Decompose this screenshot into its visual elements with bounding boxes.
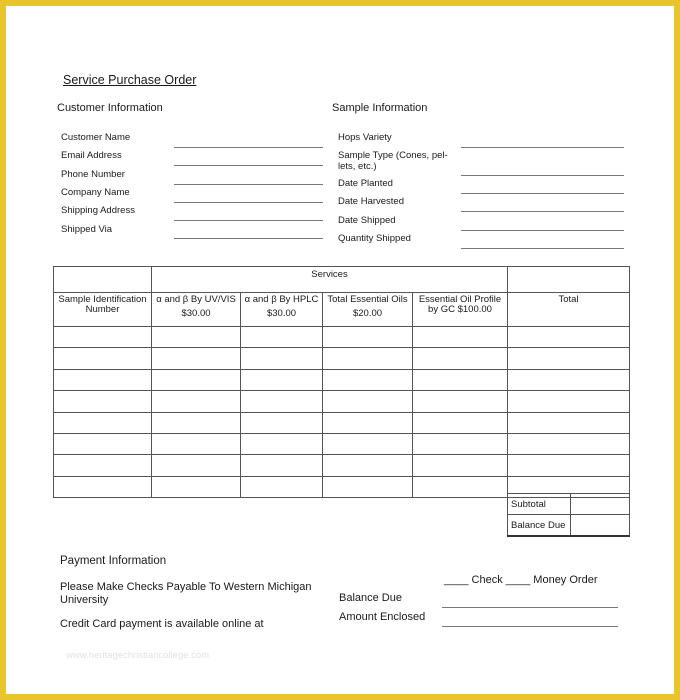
column-label: Total Essential Oils: [327, 294, 408, 305]
phone-number-field[interactable]: [174, 184, 323, 185]
table-cell[interactable]: [413, 327, 508, 348]
quantity-shipped-field[interactable]: [461, 248, 624, 249]
column-label: α and β By HPLC: [244, 294, 319, 305]
table-cell[interactable]: [508, 348, 630, 369]
amount-enclosed-field[interactable]: [442, 626, 618, 627]
table-cell[interactable]: [413, 369, 508, 390]
subtotal-label: Subtotal: [508, 494, 571, 515]
table-cell[interactable]: [413, 476, 508, 497]
table-row: [54, 455, 630, 476]
column-label: α and β By UV/VIS: [156, 294, 236, 305]
date-planted-label: Date Planted: [338, 178, 393, 189]
table-cell[interactable]: [152, 369, 241, 390]
table-cell[interactable]: [241, 327, 323, 348]
table-cell[interactable]: [508, 327, 630, 348]
payment-method-options[interactable]: ____ Check ____ Money Order: [444, 574, 598, 586]
table-row: [54, 391, 630, 412]
amount-enclosed-label: Amount Enclosed: [339, 611, 426, 623]
column-label: Total: [558, 294, 579, 305]
quantity-shipped-label: Quantity Shipped: [338, 233, 411, 244]
table-cell[interactable]: [152, 391, 241, 412]
table-cell[interactable]: [508, 369, 630, 390]
table-cell[interactable]: [323, 348, 413, 369]
customer-info-heading: Customer Information: [57, 102, 163, 114]
company-name-label: Company Name: [61, 187, 130, 198]
table-cell[interactable]: [54, 412, 152, 433]
table-cell[interactable]: [508, 455, 630, 476]
sample-type-field[interactable]: [461, 175, 624, 176]
table-row: [54, 433, 630, 454]
table-cell[interactable]: [152, 476, 241, 497]
customer-name-field[interactable]: [174, 147, 323, 148]
date-planted-field[interactable]: [461, 193, 624, 194]
order-form-page: [6, 6, 674, 694]
form-title: Service Purchase Order: [63, 73, 197, 87]
column-header-uv-vis: [152, 293, 241, 327]
table-cell[interactable]: [508, 412, 630, 433]
column-label: Sample Identification Number: [58, 294, 147, 315]
shipping-address-label: Shipping Address: [61, 205, 135, 216]
hops-variety-field[interactable]: [461, 147, 624, 148]
table-cell[interactable]: [152, 348, 241, 369]
table-cell[interactable]: [54, 391, 152, 412]
services-header: Services: [152, 267, 508, 293]
table-cell[interactable]: [152, 455, 241, 476]
payment-balance-due-field[interactable]: [442, 607, 618, 608]
table-row: [54, 348, 630, 369]
shipping-address-field[interactable]: [174, 220, 323, 221]
company-name-field[interactable]: [174, 202, 323, 203]
table-cell[interactable]: [323, 412, 413, 433]
table-cell[interactable]: [54, 327, 152, 348]
table-cell[interactable]: [413, 433, 508, 454]
table-row: [54, 327, 630, 348]
phone-number-label: Phone Number: [61, 169, 125, 180]
table-cell[interactable]: [413, 348, 508, 369]
column-label: Essential Oil Profile by GC $100.00: [418, 294, 502, 315]
header-spacer-cell: [508, 267, 630, 293]
table-cell[interactable]: [54, 455, 152, 476]
table-cell[interactable]: [508, 433, 630, 454]
table-cell[interactable]: [241, 412, 323, 433]
table-cell[interactable]: [241, 391, 323, 412]
table-cell[interactable]: [54, 348, 152, 369]
credit-card-text: Credit Card payment is available online at: [60, 618, 264, 630]
date-harvested-field[interactable]: [461, 211, 624, 212]
totals-table: [507, 493, 630, 537]
table-cell[interactable]: [323, 327, 413, 348]
date-harvested-label: Date Harvested: [338, 196, 405, 207]
table-cell[interactable]: [54, 476, 152, 497]
table-cell[interactable]: [323, 369, 413, 390]
table-row: [54, 412, 630, 433]
table-cell[interactable]: [323, 391, 413, 412]
payment-info-heading: Payment Information: [60, 555, 167, 567]
email-address-label: Email Address: [61, 150, 122, 161]
table-cell[interactable]: [241, 348, 323, 369]
subtotal-value-cell[interactable]: [571, 494, 630, 515]
payment-balance-due-label: Balance Due: [339, 592, 402, 604]
column-header-sample-id: [54, 293, 152, 327]
sample-type-label: Sample Type (Cones, pel- lets, etc.): [338, 150, 448, 172]
table-cell[interactable]: [152, 433, 241, 454]
services-table: [53, 266, 630, 498]
column-header-essential-oil-profile: [413, 293, 508, 327]
table-cell[interactable]: [241, 433, 323, 454]
table-cell[interactable]: [413, 412, 508, 433]
checks-payable-text: Please Make Checks Payable To Western Michigan University: [60, 581, 312, 606]
table-cell[interactable]: [323, 433, 413, 454]
table-cell[interactable]: [323, 455, 413, 476]
table-row: [54, 369, 630, 390]
column-header-hplc: [241, 293, 323, 327]
table-cell[interactable]: [413, 391, 508, 412]
table-cell[interactable]: [508, 391, 630, 412]
table-cell[interactable]: [54, 433, 152, 454]
table-cell[interactable]: [241, 369, 323, 390]
shipped-via-field[interactable]: [174, 238, 323, 239]
column-header-total: [508, 293, 630, 327]
date-shipped-label: Date Shipped: [338, 215, 396, 226]
email-address-field[interactable]: [174, 165, 323, 166]
sample-info-heading: Sample Information: [332, 102, 428, 114]
customer-name-label: Customer Name: [61, 132, 131, 143]
hops-variety-label: Hops Variety: [338, 132, 392, 143]
column-price: $20.00: [352, 308, 383, 319]
column-header-total-essential-oils: [323, 293, 413, 327]
shipped-via-label: Shipped Via: [61, 224, 113, 235]
date-shipped-field[interactable]: [461, 230, 624, 231]
column-price: $30.00: [181, 308, 211, 319]
header-spacer-cell: [54, 267, 152, 293]
table-cell[interactable]: [413, 455, 508, 476]
table-cell[interactable]: [54, 369, 152, 390]
balance-due-value-cell[interactable]: [571, 515, 630, 537]
table-cell[interactable]: [241, 476, 323, 497]
watermark-text: www.heritagechristiancollege.com: [66, 650, 210, 661]
balance-due-label: Balance Due: [508, 515, 571, 537]
table-cell[interactable]: [152, 327, 241, 348]
table-cell[interactable]: [323, 476, 413, 497]
table-cell[interactable]: [152, 412, 241, 433]
table-cell[interactable]: [241, 455, 323, 476]
column-price: $30.00: [266, 308, 297, 319]
